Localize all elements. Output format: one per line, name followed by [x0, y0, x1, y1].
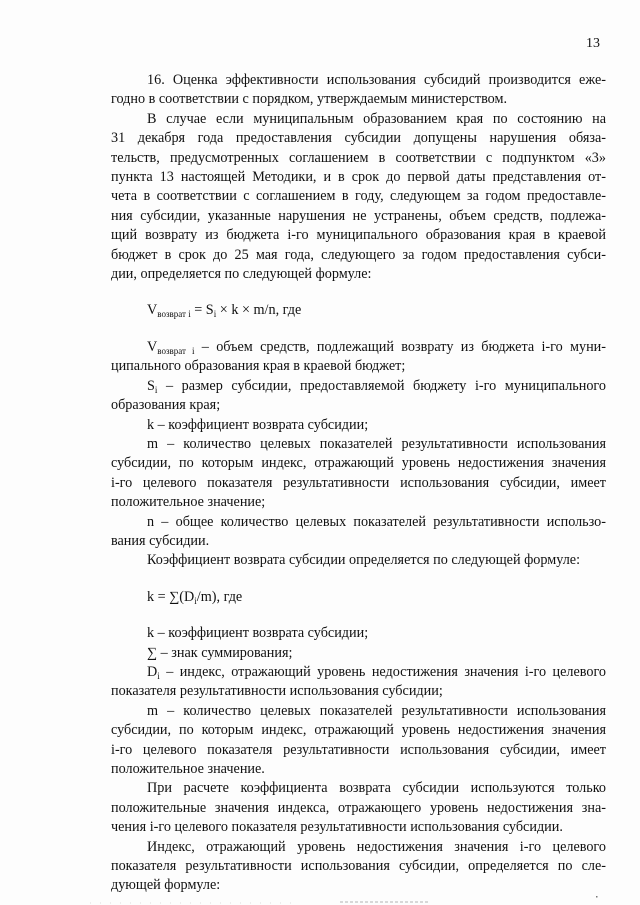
- text-line: 16. Оценка эффективности использования субсидий производится еже-: [147, 72, 606, 88]
- text-line: k – коэффициент возврата субсидии;: [147, 416, 369, 433]
- text-line: показателя результативности использования субсидии, определяется по сле-: [111, 858, 606, 875]
- formula-text: × k × m/n, где: [216, 302, 302, 319]
- formula-subscript: возврат i: [157, 309, 191, 320]
- text-line: годно в соответствии с порядком, утверждаемым министерством.: [111, 91, 508, 108]
- text-line: щий возврату из бюджета i-го муниципального образования края в краевой: [111, 227, 606, 244]
- definition-m: [111, 435, 606, 513]
- formula-text: k = ∑(D: [147, 588, 195, 605]
- text-line: ния субсидии, указанные нарушения не устранены, объем средств, подлежа-: [111, 207, 606, 224]
- formula-subscript: i: [194, 595, 197, 606]
- text-line: m – количество целевых показателей результативности использования: [147, 435, 606, 452]
- symbol-subscript: возврат i: [157, 345, 195, 356]
- definition-s: [111, 377, 606, 416]
- symbol-d: D: [147, 663, 158, 680]
- text-line: субсидии, по которым индекс, отражающий уровень недостижения значения: [111, 455, 606, 472]
- text-line: 31 декабря года предоставления субсидии допущены нарушения обяза-: [111, 130, 606, 147]
- text-line: n – общее количество целевых показателей результативности использо-: [147, 513, 606, 530]
- text-line: В случае если муниципальным образованием края по состоянию на: [147, 110, 606, 127]
- text-line: [111, 338, 606, 357]
- page-number: 13: [586, 36, 600, 51]
- scan-artifacts: [0, 895, 640, 905]
- paragraph-index-formula: [111, 838, 606, 896]
- definition-v: [111, 338, 606, 377]
- formula-symbol: V: [147, 302, 158, 319]
- paragraph-violation-case: [111, 110, 606, 285]
- symbol-subscript: i: [154, 384, 158, 395]
- text-line: вания субсидии.: [111, 532, 210, 549]
- text-line: i-го целевого показателя результативности использования субсидии, имеет: [111, 474, 606, 491]
- formula-coefficient: [111, 588, 606, 607]
- text-line: k – коэффициент возврата субсидии;: [147, 625, 369, 642]
- text-line: ципального образования края в краевой бюджет;: [111, 358, 406, 375]
- definition-text: – объем средств, подлежащий возврату из бюджета i-го муни-: [194, 338, 606, 355]
- text-line: чета в соответствии с соглашением в году, следующем за годом предоставле-: [111, 188, 606, 205]
- text-line: ∑ – знак суммирования;: [147, 644, 293, 661]
- definition-m-2: [111, 702, 606, 780]
- paragraph-16: [111, 71, 606, 110]
- text-line: пункта 13 настоящей Методики, и в срок до первой даты представления от-: [111, 169, 606, 186]
- formula-refund-volume: [111, 301, 606, 320]
- text-line: Индекс, отражающий уровень недостижения значения i-го целевого: [147, 838, 606, 855]
- text-line: положительные значения индекса, отражающего уровень недостижения зна-: [111, 799, 606, 816]
- text-line: бюджет в срок до 25 мая года, следующего за годом предоставления субси-: [111, 246, 606, 263]
- text-line: i-го целевого показателя результативности использования субсидии, имеет: [111, 741, 606, 758]
- symbol-subscript: i: [157, 670, 160, 681]
- definition-d: [111, 663, 606, 702]
- text-line: положительное значение;: [111, 494, 266, 511]
- definition-sum: [111, 644, 606, 663]
- text-line: субсидии, по которым индекс, отражающий уровень недостижения значения: [111, 722, 606, 739]
- text-line: чения i-го целевого показателя результативности использования субсидии.: [111, 819, 563, 836]
- definition-k: [111, 416, 606, 435]
- text-line: положительное значение.: [111, 761, 265, 777]
- paragraph-positive-values: [111, 779, 606, 837]
- text-line: дующей формуле:: [111, 877, 221, 894]
- text-line: показателя результативности использования субсидии;: [111, 683, 443, 700]
- formula-text: = S: [190, 302, 214, 319]
- text-line: тельств, предусмотренных соглашением в соответствии с подпунктом «3»: [111, 149, 606, 166]
- text-line: [111, 377, 606, 396]
- text-line: m – количество целевых показателей результативности использования: [147, 702, 606, 719]
- formula-text: /m), где: [196, 588, 243, 605]
- definition-n: [111, 513, 606, 552]
- definition-text: – размер субсидии, предоставляемой бюджету i-го муниципального: [157, 377, 606, 394]
- text-line: образования края;: [111, 397, 221, 414]
- definition-text: – индекс, отражающий уровень недостижения значения i-го целевого: [159, 663, 606, 680]
- formula-subscript: i: [213, 309, 217, 320]
- text-line: При расчете коэффициента возврата субсидии используются только: [147, 780, 606, 797]
- text-line: дии, определяется по следующей формуле:: [111, 266, 372, 283]
- text-line: Коэффициент возврата субсидии определяется по следующей формуле:: [147, 552, 581, 569]
- document-body: [111, 71, 606, 896]
- text-line: [111, 663, 606, 682]
- definition-k-2: [111, 624, 606, 643]
- symbol-v: V: [147, 338, 158, 355]
- paragraph-coefficient: [111, 551, 606, 570]
- symbol-s: S: [147, 377, 155, 394]
